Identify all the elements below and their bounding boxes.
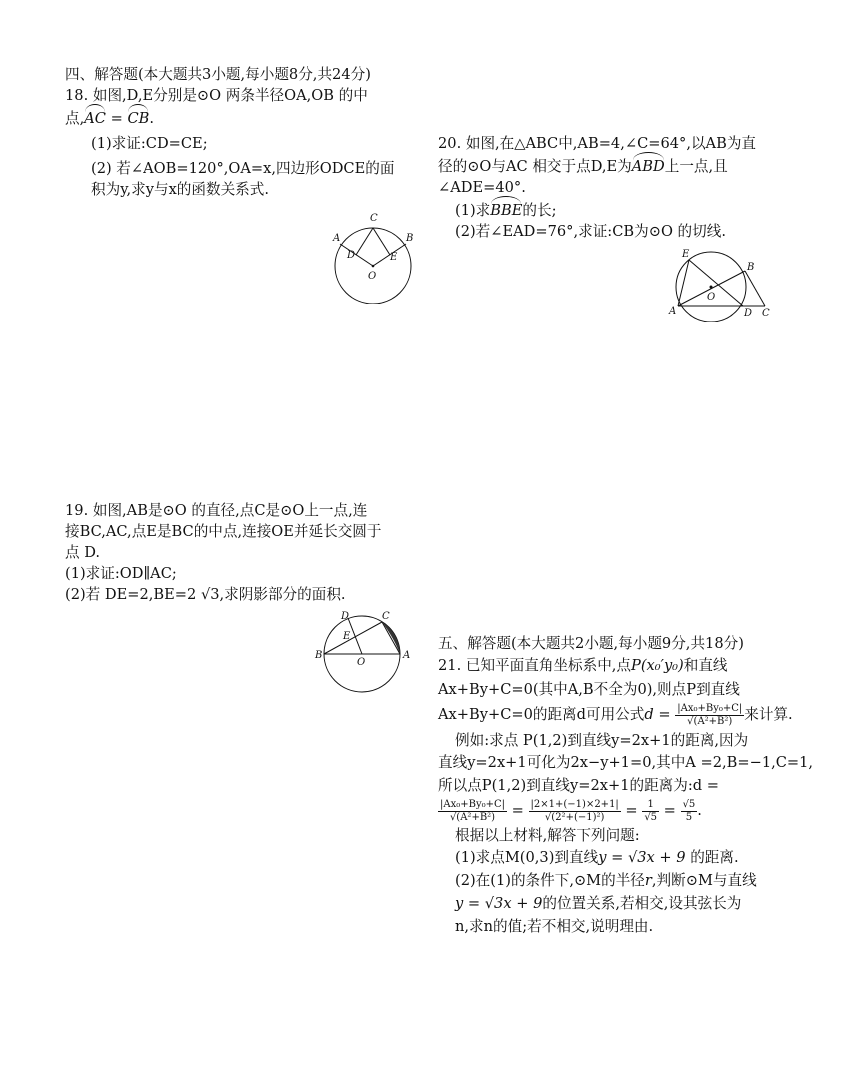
q21-part2-relation: 的位置关系,若相交,设其弦长为 xyxy=(542,895,742,912)
q20-line2-prefix: 径的⊙O与AC 相交于点D,E为 xyxy=(438,158,632,175)
q21-calc-frac4-den: 5 xyxy=(685,811,693,823)
q21-calc-frac4 xyxy=(681,799,698,824)
q19-sqrt3: √3 xyxy=(200,586,220,603)
q21-calc-frac3 xyxy=(642,799,659,824)
q21-line-equation-2: y = √3x + 9 xyxy=(455,895,543,912)
q18-part2a: (2) 若∠AOB=120°,OA=x,四边形ODCE的面 xyxy=(91,160,395,177)
q21-calc-frac2-num: |2×1+(−1)×2+1| xyxy=(530,798,619,810)
q20-line3: ∠ADE=40°. xyxy=(438,179,526,196)
q21-line3-end: 来计算. xyxy=(744,706,793,723)
q21-formula-numerator: |Ax₀+By₀+C| xyxy=(677,702,743,714)
q21-calc-frac4-num: √5 xyxy=(682,798,696,810)
q20-line2 xyxy=(438,154,818,177)
fig19-ca xyxy=(382,622,400,654)
q21-calc-frac1-num: |Ax₀+By₀+C| xyxy=(440,798,506,810)
fig20-label-b: B xyxy=(747,262,755,273)
q20-part1-prefix: (1)求 xyxy=(455,202,491,219)
q19-block xyxy=(65,500,430,605)
q21-part2-line1 xyxy=(438,869,818,892)
fig19-label-a: A xyxy=(403,650,411,661)
fig20-label-d: D xyxy=(744,308,753,319)
fig19-label-e: E xyxy=(343,631,351,642)
q21-example-line1: 例如:求点 P(1,2)到直线y=2x+1的距离,因为 xyxy=(455,732,749,749)
fig20-label-o: O xyxy=(707,292,716,303)
q20-line2-end: 上一点,且 xyxy=(664,158,728,175)
fig19-label-o: O xyxy=(357,657,366,668)
arc-ac: AC xyxy=(84,106,106,129)
fig20-label-a: A xyxy=(669,306,677,317)
q21-calc-frac3-num: 1 xyxy=(642,799,659,812)
fig20-bc xyxy=(745,271,765,306)
q21-block xyxy=(438,633,818,938)
q18-equals: = xyxy=(105,110,128,127)
fig18-dc xyxy=(356,228,373,255)
q21-part2-line3: n,求n的值;若不相交,说明理由. xyxy=(455,918,654,935)
q18-part2b: 积为y,求y与x的函数关系式. xyxy=(91,181,269,198)
fig19-bc xyxy=(324,622,382,654)
q21-part2-line2 xyxy=(438,892,818,915)
fig20-label-c: C xyxy=(762,308,770,319)
q19-line2: 接BC,AC,点E是BC的中点,连接OE并延长交圆于 xyxy=(65,523,382,540)
section4-header: 四、解答题(本大题共3小题,每小题8分,共24分) xyxy=(65,66,371,83)
q21-line3 xyxy=(438,702,818,728)
fig18-label-a: A xyxy=(333,233,341,244)
figure-18 xyxy=(328,208,420,304)
q18-line2-prefix: 点, xyxy=(65,110,85,127)
q21-example-line3: 所以点P(1,2)到直线y=2x+1的距离为:d = xyxy=(438,777,719,794)
fig19-label-d: D xyxy=(341,611,350,622)
q21-intro: 根据以上材料,解答下列问题: xyxy=(455,827,640,844)
q21-example-calc: $\frac{\text{|Ax₀+By₀+C|}}{\text{√(A²+B²)}}$ = $\frac{|2\times 1+(-1)\times 2+1|}{\text{√(2²+(−1)²)}}$ = $\frac{1}{√5}$ = $\frac{√5}{5}$ . xyxy=(440,798,702,823)
fig20-ae xyxy=(678,260,689,306)
q21-example-line2: 直线y=2x+1可化为2x−y+1=0,其中A =2,B=−1,C=1, xyxy=(438,754,814,771)
q21-calc-frac3-den: √5 xyxy=(644,811,658,823)
q21-line1-prefix: 21. 已知平面直角坐标系中,点 xyxy=(438,657,632,674)
q21-line1 xyxy=(438,654,818,678)
q21-radius-r: r xyxy=(644,872,652,889)
q21-calc-frac1 xyxy=(438,799,507,824)
q18-line1: 18. 如图,D,E分别是⊙O 两条半径OA,OB 的中 xyxy=(65,87,368,104)
q20-part1 xyxy=(438,198,818,221)
q18-line2-end: . xyxy=(149,110,154,127)
arc-abd: ABD xyxy=(632,154,665,177)
fig19-label-b: B xyxy=(315,650,323,661)
q20-part1-end: 的长; xyxy=(522,202,557,219)
q21-point-p: P(x₀′y₀) xyxy=(631,657,684,674)
q21-line3-prefix: Ax+By+C=0的距离d可用公式 xyxy=(438,706,645,723)
fig20-ed xyxy=(689,260,743,306)
fig20-label-e: E xyxy=(682,249,690,260)
fig18-label-d: D xyxy=(347,250,356,261)
q21-calc-frac2-den: √(2²+(−1)²) xyxy=(544,811,605,823)
q20-line1: 20. 如图,在△ABC中,AB=4,∠C=64°,以AB为直 xyxy=(438,135,757,152)
q21-line2: Ax+By+C=0(其中A,B不全为0),则点P到直线 xyxy=(438,681,740,698)
q21-part1 xyxy=(438,846,818,869)
fig18-label-b: B xyxy=(406,233,414,244)
q21-part1-end: 的距离. xyxy=(690,849,739,866)
section5-header: 五、解答题(本大题共2小题,每小题9分,共18分) xyxy=(438,635,744,652)
q21-formula-denominator: √(A²+B²) xyxy=(687,715,733,727)
q20-block xyxy=(438,133,818,242)
q21-part1-prefix: (1)求点M(0,3)到直线 xyxy=(455,849,599,866)
fig19-label-c: C xyxy=(382,611,390,622)
figure-20 xyxy=(665,246,777,322)
fig18-ec xyxy=(373,228,390,255)
q21-part2-prefix: (2)在(1)的条件下,⊙M的半径 xyxy=(455,872,645,889)
q19-line3: 点 D. xyxy=(65,544,101,561)
q21-formula-fraction xyxy=(675,703,744,728)
q19-part1: (1)求证:OD∥AC; xyxy=(65,565,177,582)
fig18-label-e: E xyxy=(390,252,398,263)
q20-part2: (2)若∠EAD=76°,求证:CB为⊙O 的切线. xyxy=(455,223,726,240)
q19-part2-end: ,求阴影部分的面积. xyxy=(219,586,346,603)
q21-part2-mid: ,判断⊙M与直线 xyxy=(651,872,757,889)
q18-line2 xyxy=(65,106,430,129)
q19-part2 xyxy=(65,584,430,605)
q21-calc-frac2 xyxy=(529,799,621,824)
q19-part2-prefix: (2)若 DE=2,BE=2 xyxy=(65,586,197,603)
q18-part1: (1)求证:CD=CE; xyxy=(91,135,208,152)
fig18-center-dot xyxy=(372,265,375,268)
fig20-center-dot xyxy=(710,286,713,289)
q19-line1: 19. 如图,AB是⊙O 的直径,点C是⊙O上一点,连 xyxy=(65,502,368,519)
figure-19 xyxy=(312,610,416,694)
left-column xyxy=(65,64,430,200)
fig18-label-c: C xyxy=(370,213,378,224)
fig18-label-o: O xyxy=(368,271,377,282)
arc-cb: CB xyxy=(127,106,149,129)
q21-d-equals: d = xyxy=(644,706,676,723)
q21-line-equation-1: y = √3x + 9 xyxy=(598,849,686,866)
q21-line1-end: 和直线 xyxy=(683,657,728,674)
arc-bbe: BBE xyxy=(490,198,522,221)
q21-calc-frac1-den: √(A²+B²) xyxy=(449,811,496,823)
